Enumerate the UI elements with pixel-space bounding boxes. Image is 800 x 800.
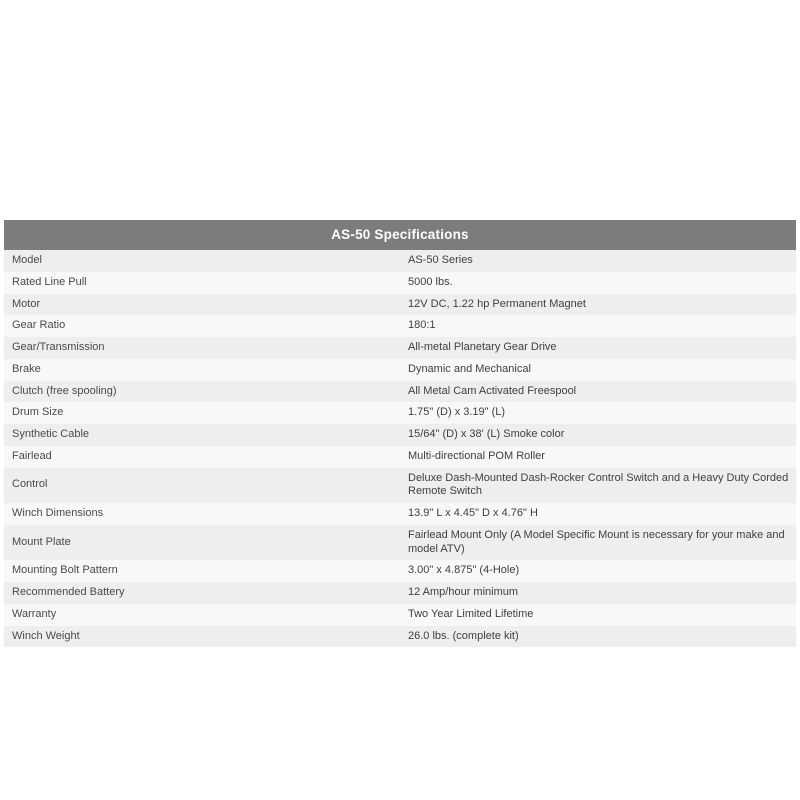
spec-label: Winch Dimensions <box>4 503 400 525</box>
spec-label: Clutch (free spooling) <box>4 381 400 403</box>
spec-label: Recommended Battery <box>4 582 400 604</box>
table-title-row <box>4 220 796 250</box>
spec-label: Gear/Transmission <box>4 337 400 359</box>
spec-value: 12 Amp/hour minimum <box>400 582 796 604</box>
spec-value: Multi-directional POM Roller <box>400 446 796 468</box>
table-row <box>4 315 796 337</box>
spec-value: 13.9" L x 4.45" D x 4.76" H <box>400 503 796 525</box>
specifications-table-container <box>4 220 796 647</box>
spec-value: Two Year Limited Lifetime <box>400 604 796 626</box>
spec-label: Winch Weight <box>4 626 400 648</box>
table-row <box>4 525 796 561</box>
spec-value: Dynamic and Mechanical <box>400 359 796 381</box>
spec-label: Synthetic Cable <box>4 424 400 446</box>
spec-value: 1.75" (D) x 3.19" (L) <box>400 402 796 424</box>
spec-label: Brake <box>4 359 400 381</box>
table-row <box>4 250 796 272</box>
spec-value: 15/64" (D) x 38' (L) Smoke color <box>400 424 796 446</box>
table-body <box>4 250 796 647</box>
spec-value: 5000 lbs. <box>400 272 796 294</box>
table-row <box>4 402 796 424</box>
table-row <box>4 424 796 446</box>
spec-label: Mount Plate <box>4 525 400 561</box>
spec-value: 12V DC, 1.22 hp Permanent Magnet <box>400 294 796 316</box>
spec-value: 180:1 <box>400 315 796 337</box>
table-row <box>4 294 796 316</box>
spec-value: Deluxe Dash-Mounted Dash-Rocker Control Switch and a Heavy Duty Corded Remote Switch <box>400 468 796 504</box>
specifications-table <box>4 220 796 647</box>
spec-label: Control <box>4 468 400 504</box>
spec-value: All Metal Cam Activated Freespool <box>400 381 796 403</box>
table-header <box>4 220 796 250</box>
spec-label: Drum Size <box>4 402 400 424</box>
spec-label: Rated Line Pull <box>4 272 400 294</box>
table-row <box>4 626 796 648</box>
page-title: AS-50 Specifications <box>4 220 796 250</box>
table-row <box>4 272 796 294</box>
spec-label: Mounting Bolt Pattern <box>4 560 400 582</box>
table-row <box>4 381 796 403</box>
table-row <box>4 582 796 604</box>
spec-label: Fairlead <box>4 446 400 468</box>
table-row <box>4 468 796 504</box>
table-row <box>4 446 796 468</box>
spec-value: AS-50 Series <box>400 250 796 272</box>
table-row <box>4 560 796 582</box>
spec-value: All-metal Planetary Gear Drive <box>400 337 796 359</box>
spec-label: Gear Ratio <box>4 315 400 337</box>
table-row <box>4 337 796 359</box>
spec-label: Warranty <box>4 604 400 626</box>
table-row <box>4 604 796 626</box>
spec-label: Model <box>4 250 400 272</box>
spec-value: 26.0 lbs. (complete kit) <box>400 626 796 648</box>
spec-value: 3.00" x 4.875" (4-Hole) <box>400 560 796 582</box>
table-row <box>4 359 796 381</box>
table-row <box>4 503 796 525</box>
spec-label: Motor <box>4 294 400 316</box>
spec-value: Fairlead Mount Only (A Model Specific Mount is necessary for your make and model ATV) <box>400 525 796 561</box>
